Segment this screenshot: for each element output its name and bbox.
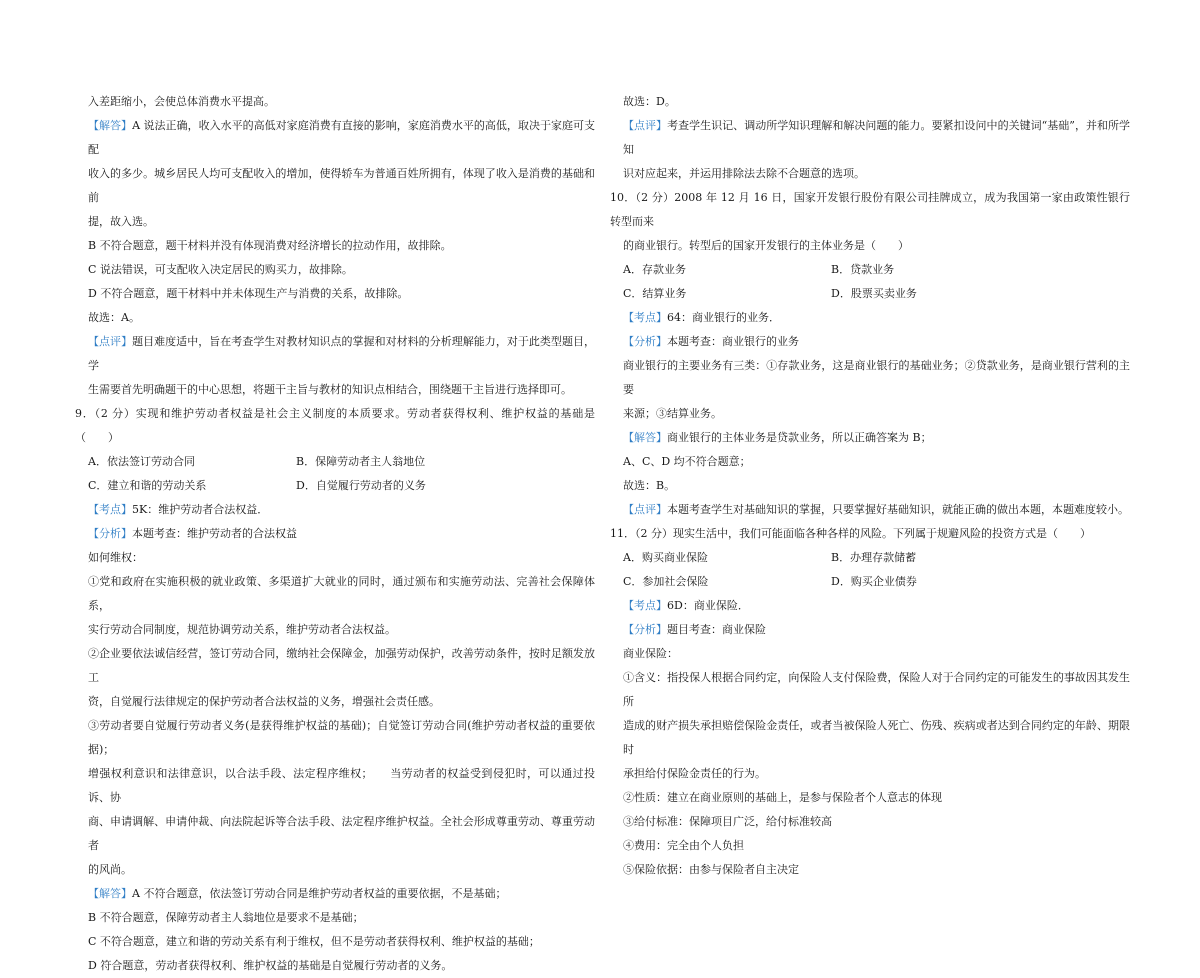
q10-analysis: 【分析】本题考查：商业银行的业务: [623, 335, 799, 348]
q9-point-3-cont: 增强权利意识和法律意识，以合法手段、法定程序维权； 当劳动者的权益受到侵犯时，可以通过投诉、协: [88, 767, 595, 804]
q11-point-1-cont: 承担给付保险金责任的行为。: [623, 767, 766, 780]
q9-point-3-cont: 商、申请调解、申请仲裁、向法院起诉等合法手段、法定程序维护权益。全社会形成尊重劳动、尊重劳动者: [88, 815, 595, 852]
q10-stem-cont: 的商业银行。转型后的国家开发银行的主体业务是（ ）: [623, 239, 909, 252]
q8-option-d-analysis: D 不符合题意，题干材料中并未体现生产与消费的关系，故排除。: [88, 287, 409, 300]
q9-point-1-cont: 实行劳动合同制度，规范协调劳动关系，维护劳动者合法权益。: [88, 623, 396, 636]
solution-tag: 【解答】: [88, 887, 132, 900]
q8-option-b-analysis: B 不符合题意，题干材料并没有体现消费对经济增长的拉动作用，故排除。: [88, 239, 452, 252]
q11-option-a: A．购买商业保险: [623, 551, 708, 564]
left-column: [75, 90, 595, 978]
q8-solution: 【解答】A 说法正确，收入水平的高低对家庭消费有直接的影响，家庭消费水平的高低，取决于家庭可支配: [88, 119, 596, 156]
q9-option-b-analysis: B 不符合题意，保障劳动者主人翁地位是要求不是基础；: [88, 911, 364, 924]
q9-stem: 9．（2 分）实现和维护劳动者权益是社会主义制度的本质要求。劳动者获得权利、维护权益的基础是（ ）: [75, 407, 595, 444]
knowledge-tag: 【考点】: [623, 599, 667, 612]
q9-option-c: C．建立和谐的劳动关系: [88, 479, 207, 492]
analysis-tag: 【分析】: [88, 527, 132, 540]
q8-tail: 入差距缩小，会使总体消费水平提高。: [88, 95, 275, 108]
q11-point-1-cont: 造成的财产损失承担赔偿保险金责任，或者当被保险人死亡、伤残、疾病或者达到合同约定的年龄、期限时: [623, 719, 1130, 756]
q9-comment: 【点评】考查学生识记、调动所学知识理解和解决问题的能力。要紧扣设问中的关键词“基础”，并和所学知: [623, 119, 1131, 156]
q11-option-d: D．购买企业债券: [831, 575, 917, 588]
q10-option-a: A．存款业务: [623, 263, 686, 276]
q11-option-c: C．参加社会保险: [623, 575, 709, 588]
q9-option-d: D．自觉履行劳动者的义务: [296, 479, 426, 492]
q9-point-2: ②企业要依法诚信经营，签订劳动合同，缴纳社会保障金，加强劳动保护，改善劳动条件，按时足额发放工: [88, 647, 595, 684]
q9-option-c-analysis: C 不符合题意，建立和谐的劳动关系有利于维权，但不是劳动者获得权利、维护权益的基础；: [88, 935, 540, 948]
q10-body: 商业银行的主要业务有三类：①存款业务，这是商业银行的基础业务；②贷款业务，是商业银行营利的主要: [623, 359, 1130, 396]
q11-point-3: ③给付标准：保障项目广泛，给付标准较高: [623, 815, 832, 828]
q9-point-1: ①党和政府在实施积极的就业政策、多渠道扩大就业的同时，通过颁布和实施劳动法、完善社会保障体系，: [88, 575, 595, 612]
q8-solution-line: 收入的多少。城乡居民人均可支配收入的增加，使得轿车为普通百姓所拥有，体现了收入是消费的基础和前: [88, 167, 595, 204]
comment-tag: 【点评】: [623, 119, 668, 132]
q11-analysis: 【分析】题目考查：商业保险: [623, 623, 766, 636]
q9-options-row: [75, 450, 595, 474]
q9-comment-line: 识对应起来，并运用排除法去除不合题意的选项。: [623, 167, 865, 180]
q11-knowledge-point: 【考点】6D：商业保险．: [623, 599, 749, 612]
q11-point-5: ⑤保险依据：由参与保险者自主决定: [623, 863, 799, 876]
q8-comment: 【点评】题目难度适中，旨在考查学生对教材知识点的掌握和对材料的分析理解能力，对于此类型题目，学: [88, 335, 596, 372]
q11-options-row: [610, 570, 1130, 594]
q10-body-cont: 来源；③结算业务。: [623, 407, 722, 420]
q9-analysis: 【分析】本题考查：维护劳动者的合法权益: [88, 527, 297, 540]
q11-point-4: ④费用：完全由个人负担: [623, 839, 744, 852]
q8-option-c-analysis: C 说法错误，可支配收入决定居民的购买力，故排除。: [88, 263, 353, 276]
q8-solution-line: 提，故入选。: [88, 215, 154, 228]
q10-options-row: [610, 258, 1130, 282]
q9-option-b: B．保障劳动者主人翁地位: [296, 455, 426, 468]
q9-option-d-analysis: D 符合题意，劳动者获得权利、维护权益的基础是自觉履行劳动者的义务。: [88, 959, 453, 972]
q11-point-2: ②性质：建立在商业原则的基础上，是参与保险者个人意志的体现: [623, 791, 942, 804]
q9-point-3: ③劳动者要自觉履行劳动者义务(是获得维护权益的基础)；自觉签订劳动合同(维护劳动者权益的重要依据)；: [88, 719, 595, 756]
q10-comment: 【点评】本题考查学生对基础知识的掌握，只要掌握好基础知识，就能正确的做出本题，本题难度较小。: [623, 503, 1129, 516]
comment-tag: 【点评】: [88, 335, 133, 348]
q10-acd-analysis: A、C、D 均不符合题意；: [623, 455, 751, 468]
knowledge-tag: 【考点】: [623, 311, 667, 324]
q11-options-row: [610, 546, 1130, 570]
q9-answer: 故选：D。: [623, 95, 676, 108]
q10-stem: 10．（2 分）2008 年 12 月 16 日，国家开发银行股份有限公司挂牌成立，成为我国第一家由政策性银行转型而来: [610, 191, 1130, 228]
q9-point-3-cont: 的风尚。: [88, 863, 132, 876]
q10-answer: 故选：B。: [623, 479, 676, 492]
q10-option-d: D．股票买卖业务: [831, 287, 917, 300]
solution-tag: 【解答】: [623, 431, 667, 444]
q10-knowledge-point: 【考点】64：商业银行的业务．: [623, 311, 780, 324]
q8-answer: 故选：A。: [88, 311, 140, 324]
q11-point-1: ①含义：指投保人根据合同约定，向保险人支付保险费，保险人对于合同约定的可能发生的事故因其发生所: [623, 671, 1130, 708]
q9-options-row: [75, 474, 595, 498]
analysis-tag: 【分析】: [623, 623, 667, 636]
q10-solution: 【解答】商业银行的主体业务是贷款业务，所以正确答案为 B；: [623, 431, 932, 444]
q10-option-b: B．贷款业务: [831, 263, 895, 276]
solution-tag: 【解答】: [88, 119, 133, 132]
q10-options-row: [610, 282, 1130, 306]
q9-point-2-cont: 资，自觉履行法律规定的保护劳动者合法权益的义务，增强社会责任感。: [88, 695, 440, 708]
q9-how-heading: 如何维权：: [88, 551, 143, 564]
analysis-tag: 【分析】: [623, 335, 667, 348]
right-column: [610, 90, 1130, 882]
q8-comment-line: 生需要首先明确题干的中心思想，将题干主旨与教材的知识点相结合，围绕题干主旨进行选择即可。: [88, 383, 572, 396]
knowledge-tag: 【考点】: [88, 503, 132, 516]
q10-option-c: C．结算业务: [623, 287, 687, 300]
q9-option-a: A．依法签订劳动合同: [88, 455, 195, 468]
q11-option-b: B．办理存款储蓄: [831, 551, 917, 564]
q9-solution: 【解答】A 不符合题意，依法签订劳动合同是维护劳动者权益的重要依据，不是基础；: [88, 887, 507, 900]
comment-tag: 【点评】: [623, 503, 667, 516]
q11-insurance-heading: 商业保险：: [623, 647, 678, 660]
q9-knowledge-point: 【考点】5K：维护劳动者合法权益．: [88, 503, 269, 516]
q11-stem: 11．（2 分）现实生活中，我们可能面临各种各样的风险。下列属于规避风险的投资方式是（ ）: [610, 527, 1091, 540]
